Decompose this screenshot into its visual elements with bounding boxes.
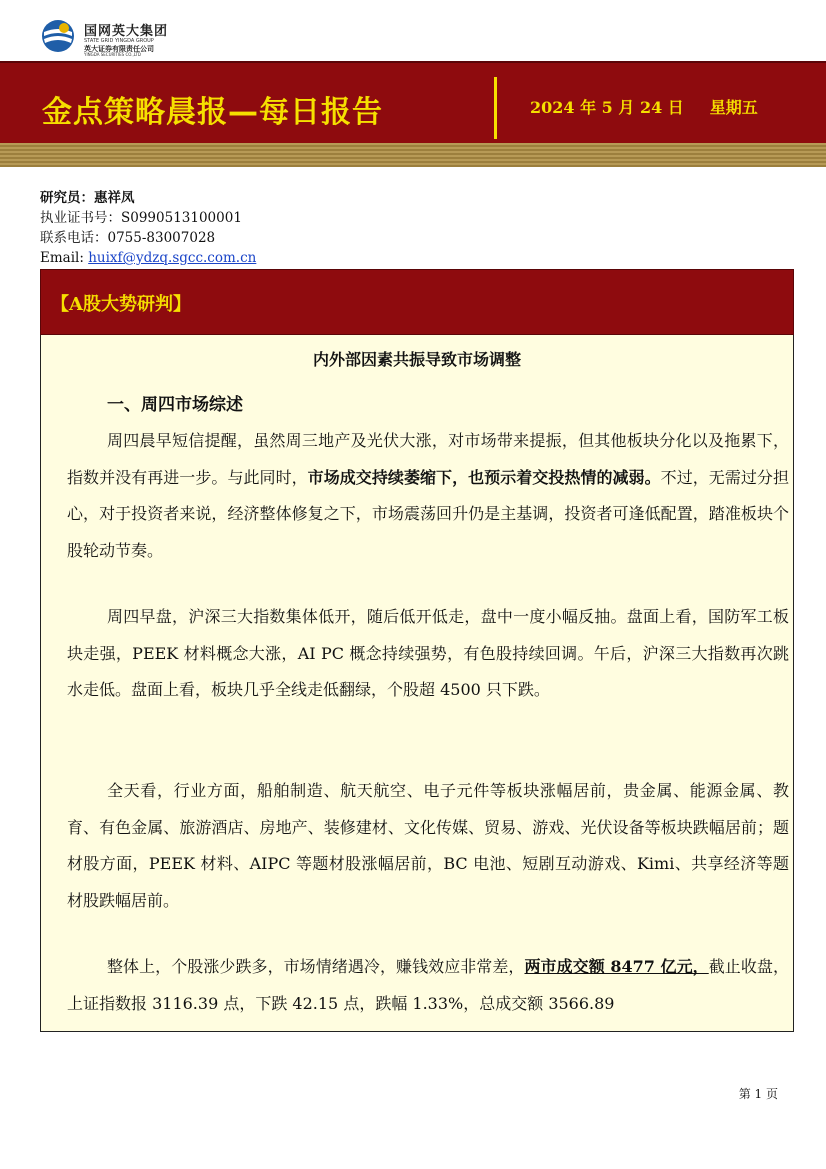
article-heading: 一、周四市场综述 — [107, 395, 243, 415]
globe-logo-icon — [40, 18, 76, 54]
researcher-name: 惠祥凤 — [94, 190, 135, 206]
email-link[interactable]: huixf@ydzq.sgcc.com.cn — [88, 250, 257, 266]
researcher-phone: 联系电话：0755-83007028 — [40, 230, 216, 246]
paragraph-4-text-a: 整体上，个股涨少跌多，市场情绪遇冷，赚钱效应非常差， — [107, 957, 525, 976]
researcher-name-line — [40, 188, 256, 208]
researcher-email-line — [40, 248, 256, 268]
paragraph-4-text-b: 截止收盘，上证指数报 3116.39 点，下跌 42.15 点，跌幅 1.33%，总成交额 3566.89 — [67, 957, 789, 1013]
paragraph-3: 全天看，行业方面，船舶制造、航天航空、电子元件等板块涨幅居前，贵金属、能源金属、教育、有色金属、旅游酒店、房地产、装修建材、文化传媒、贸易、游戏、光伏设备等板块跌幅居前；题材股方面，PEEK 材料、AIPC 等题材股涨幅居前，BC 电池、短剧互动游戏、Kimi、共享经济等题材股跌幅居前。 — [67, 781, 789, 910]
company-logo — [40, 18, 200, 56]
logo-company-name: 英大证券有限责任公司 — [84, 45, 154, 53]
article-body — [40, 335, 794, 1032]
paragraph-1-text-a: 周四晨早短信提醒，虽然周三地产及光伏大涨，对市场带来提振，但其他板块分化以及拖累下，指数并没有再进一步。与此同时， — [67, 431, 789, 487]
decorative-stripe — [0, 143, 826, 167]
paragraph-1 — [67, 423, 789, 569]
report-date: 2024 年 5 月 24 日 — [530, 98, 684, 117]
researcher-name-label: 研究员： — [40, 190, 94, 206]
section-title: 【A股大势研判】 — [51, 294, 191, 315]
researcher-cert: 执业证书号：S0990513100001 — [40, 210, 242, 226]
report-weekday: 星期五 — [709, 98, 758, 117]
paragraph-1-text-b: 不过，无需过分担心，对于投资者来说，经济整体修复之下，市场震荡回升仍是主基调，投资者可逢低配置，踏准板块个股轮动节奏。 — [67, 467, 789, 560]
report-date-line — [530, 95, 758, 118]
logo-group-name: 国网英大集团 — [84, 24, 169, 39]
logo-group-name-en: STATE GRID YINGDA GROUP — [84, 38, 154, 44]
section-header — [40, 269, 794, 335]
paragraph-4-bold: 两市成交额 8477 亿元， — [524, 957, 709, 976]
paragraph-2: 周四早盘，沪深三大指数集体低开，随后低开低走，盘中一度小幅反抽。盘面上看，国防军工板块走强，PEEK 材料概念大涨，AI PC 概念持续强势，有色股持续回调。午后，沪深三大指数再次跳水走低。盘面上看，板块几乎全线走低翻绿，个股超 4500 只下跌。 — [67, 607, 789, 699]
report-banner — [0, 61, 826, 145]
report-title: 金点策略晨报—每日报告 — [42, 95, 383, 130]
email-label: Email: — [40, 250, 84, 266]
paragraph-1-bold: 市场成交持续萎缩下，也预示着交投热情的减弱。 — [307, 467, 661, 487]
page-number: 第 1 页 — [738, 1087, 778, 1101]
researcher-info — [40, 188, 256, 268]
banner-divider — [494, 77, 497, 139]
article-title: 内外部因素共振导致市场调整 — [312, 350, 521, 369]
logo-company-name-en: YINGDA SECURITIES CO.,LTD — [84, 52, 141, 57]
paragraph-4 — [67, 949, 789, 1022]
